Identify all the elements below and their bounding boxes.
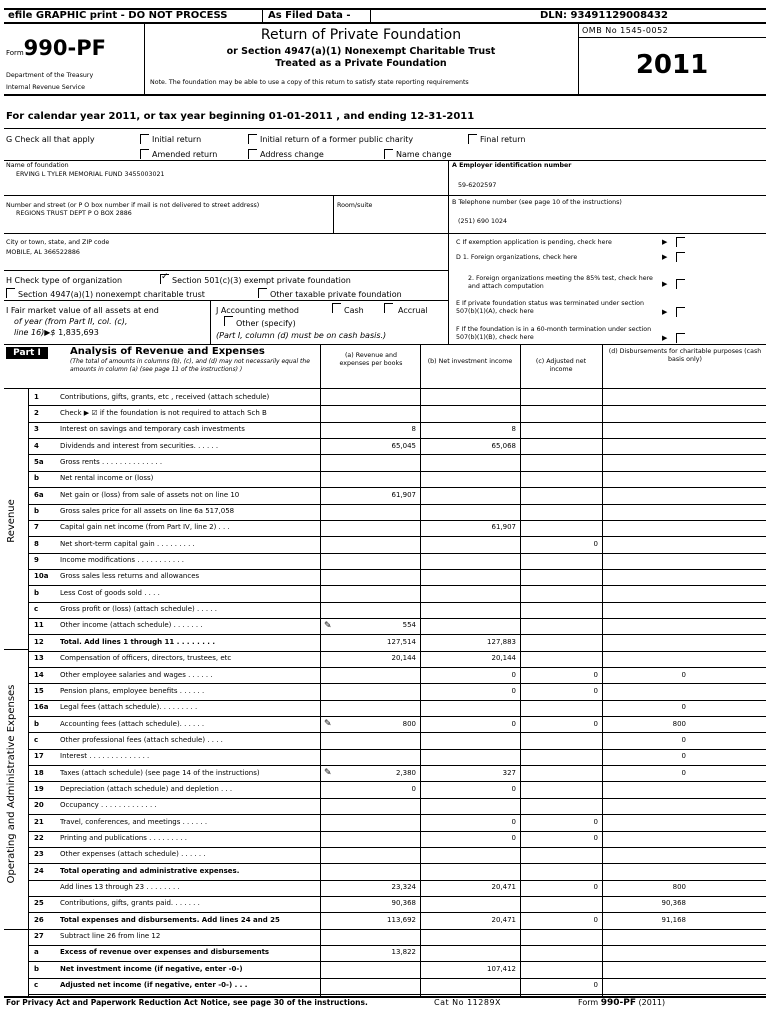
street-value: REGIONS TRUST DEPT P O BOX 2886	[16, 210, 132, 217]
line-description: Printing and publications . . . . . . . . .	[60, 834, 188, 842]
col-d-value[interactable]: 91,168	[661, 915, 686, 924]
initial-former-label: Initial return of a former public charity	[260, 135, 414, 144]
row-divider	[28, 765, 766, 766]
d1-arrow-icon: ▶	[662, 253, 668, 261]
line-number: 14	[34, 670, 44, 679]
name-change-label: Name change	[396, 150, 452, 159]
h-other-checkbox[interactable]	[258, 288, 267, 298]
row-divider	[28, 749, 766, 750]
line-number: b	[34, 474, 40, 483]
row-divider	[28, 471, 766, 472]
line-number: b	[34, 719, 40, 728]
col-d-value[interactable]: 0	[681, 735, 686, 744]
row-divider	[28, 667, 766, 668]
line-description: Compensation of officers, directors, trustees, etc	[60, 654, 232, 663]
line-number: c	[34, 605, 39, 613]
row-divider	[28, 896, 766, 897]
d1-foreign-label: D 1. Foreign organizations, check here	[456, 254, 578, 261]
col-a-value[interactable]: 2,380	[395, 768, 416, 777]
address-change-checkbox[interactable]	[248, 149, 257, 159]
col-c-value[interactable]: 0	[593, 915, 598, 924]
line-number: 3	[34, 425, 39, 434]
row-divider	[28, 863, 766, 864]
col-c-value[interactable]: 0	[593, 686, 598, 695]
line-number: 7	[34, 523, 39, 532]
col-d-value[interactable]: 800	[672, 883, 686, 891]
foundation-name: ERVING L TYLER MEMORIAL FUND 3455003021	[16, 171, 165, 178]
i-fmv-label-2: of year (from Part II, col. (c),	[14, 317, 128, 326]
line-description: Total expenses and disbursements. Add lines 24 and 25	[60, 915, 280, 924]
amended-return-checkbox[interactable]	[140, 149, 149, 159]
row-divider	[28, 504, 766, 505]
line-description: Depreciation (attach schedule) and depletion . . .	[60, 784, 233, 793]
col-b-value[interactable]: 107,412	[487, 964, 516, 973]
form-subtitle-2: Treated as a Private Foundation	[275, 58, 447, 69]
row-divider	[28, 700, 766, 701]
col-b-value[interactable]: 127,883	[487, 637, 516, 646]
col-b-value[interactable]: 20,471	[491, 915, 516, 924]
footer-form-prefix: Form	[578, 998, 599, 1007]
initial-return-label: Initial return	[152, 135, 202, 144]
c-arrow-icon: ▶	[662, 238, 668, 246]
irs-label: Internal Revenue Service	[6, 84, 85, 91]
attachment-icon[interactable]: ✎	[324, 719, 332, 729]
col-b-value[interactable]: 0	[511, 817, 516, 826]
line-number: 25	[34, 899, 44, 908]
col-b-value[interactable]: 0	[511, 834, 516, 842]
col-a-value[interactable]: 13,822	[391, 948, 416, 957]
line-number: b	[34, 507, 40, 515]
city-label: City or town, state, and ZIP code	[6, 239, 110, 246]
line-description: Net short-term capital gain . . . . . . . . .	[60, 539, 195, 548]
c-exemption-label: C If exemption application is pending, check here	[456, 239, 612, 246]
row-divider	[28, 945, 766, 946]
city-value: MOBILE, AL 366522886	[6, 249, 80, 256]
line-description: Gross rents . . . . . . . . . . . . . .	[60, 457, 163, 466]
catalog-number: Cat No 11289X	[434, 998, 502, 1007]
col-a-header: (a) Revenue and expenses per books	[339, 352, 403, 367]
row-divider	[28, 716, 766, 717]
row-divider	[28, 536, 766, 537]
dln-number: DLN: 93491129008432	[540, 10, 668, 21]
col-d-value[interactable]: 0	[681, 670, 686, 679]
line-description: Total operating and administrative expenses.	[60, 866, 240, 875]
i-fmv-label-1: I Fair market value of all assets at end	[6, 306, 159, 315]
omb-number: OMB No 1545-0052	[582, 26, 669, 35]
row-divider	[28, 732, 766, 733]
col-b-value[interactable]: 20,471	[491, 883, 516, 891]
line-description: Excess of revenue over expenses and disbursements	[60, 948, 270, 957]
line-description: Travel, conferences, and meetings . . . . . .	[60, 817, 208, 826]
row-divider	[28, 651, 766, 652]
row-divider	[28, 929, 766, 930]
room-label: Room/suite	[337, 202, 373, 209]
c-exemption-checkbox[interactable]	[676, 237, 685, 247]
row-divider	[28, 422, 766, 423]
col-a-value[interactable]: 113,692	[387, 915, 416, 924]
h-4947-checkbox[interactable]	[6, 288, 15, 298]
line-description: Subtract line 26 from line 12	[60, 932, 161, 941]
line-description: Other employee salaries and wages . . . . . .	[60, 670, 213, 679]
ein-label: A Employer identification number	[452, 162, 572, 169]
line-number: c	[34, 981, 39, 990]
line-number: 12	[34, 637, 44, 646]
line-number: 27	[34, 932, 44, 941]
d2-foreign-checkbox[interactable]	[676, 279, 685, 289]
check-all-label: G Check all that apply	[6, 135, 95, 144]
row-divider	[28, 814, 766, 815]
street-label: Number and street (or P O box number if mail is not delivered to street address)	[6, 202, 260, 209]
h-type-label: H Check type of organization	[6, 276, 123, 285]
line-description: Other expenses (attach schedule) . . . . . .	[60, 850, 206, 859]
row-divider	[28, 553, 766, 554]
line-description: Occupancy . . . . . . . . . . . . .	[60, 801, 157, 810]
line-number: 5a	[34, 457, 44, 466]
col-c-value[interactable]: 0	[593, 539, 598, 548]
col-b-value[interactable]: 65,068	[491, 441, 516, 450]
revenue-side-label: Revenue	[6, 499, 17, 543]
d2-arrow-icon: ▶	[662, 280, 668, 288]
part-i-badge: Part I	[6, 347, 48, 359]
line-description: Net rental income or (loss)	[60, 474, 154, 483]
line-number: 1	[34, 392, 39, 401]
line-description: Contributions, gifts, grants paid. . . . . . .	[60, 899, 200, 908]
h-other-label: Other taxable private foundation	[270, 290, 402, 299]
col-c-header: (c) Adjusted net income	[535, 358, 587, 373]
j-cash-basis-note: (Part I, column (d) must be on cash basis.)	[216, 331, 387, 340]
e-arrow-icon: ▶	[662, 308, 668, 316]
line-description: Other professional fees (attach schedule) . . . .	[60, 735, 223, 744]
line-number: 21	[34, 817, 44, 826]
line-description: Total. Add lines 1 through 11 . . . . . . . .	[60, 637, 216, 646]
line-number: 4	[34, 441, 39, 450]
j-method-label: J Accounting method	[216, 306, 300, 315]
part-i-title: Analysis of Revenue and Expenses	[70, 346, 265, 357]
line-description: Check ▶ ☑ if the foundation is not required to attach Sch B	[60, 408, 267, 417]
row-divider	[28, 961, 766, 962]
row-divider	[28, 618, 766, 619]
line-number: b	[34, 588, 40, 597]
line-number: 8	[34, 539, 39, 548]
tax-year: 2011	[635, 50, 709, 80]
line-number: 22	[34, 834, 44, 842]
line-description: Pension plans, employee benefits . . . . . .	[60, 686, 205, 695]
col-a-value[interactable]: 90,368	[391, 899, 416, 908]
line-number: 17	[34, 752, 44, 761]
row-divider	[28, 847, 766, 848]
col-c-value[interactable]: 0	[593, 883, 598, 891]
line-description: Capital gain net income (from Part IV, line 2) . . .	[60, 523, 230, 532]
line-description: Interest . . . . . . . . . . . . . .	[60, 752, 150, 761]
i-fmv-value: 1,835,693	[58, 328, 99, 337]
part-i-note: (The total of amounts in columns (b), (c), and (d) may not necessarily equal the amounts in column (a) (see page 11 of the instructions) )	[70, 358, 310, 373]
calendar-year-line: For calendar year 2011, or tax year beginning 01-01-2011 , and ending 12-31-2011	[6, 111, 475, 122]
row-divider	[28, 520, 766, 521]
h-501c3-checkmark-icon: ✓	[161, 272, 169, 282]
footer-form-number: 990-PF	[600, 998, 636, 1008]
h-501c3-label: Section 501(c)(3) exempt private foundation	[172, 276, 351, 285]
col-b-value[interactable]: 8	[511, 425, 516, 434]
expenses-side-label: Operating and Administrative Expenses	[6, 684, 17, 884]
footer-form-year: (2011)	[638, 998, 666, 1007]
col-b-value[interactable]: 0	[511, 670, 516, 679]
attachment-icon[interactable]: ✎	[324, 768, 332, 778]
j-accrual-checkbox[interactable]	[384, 303, 393, 313]
line-description: Gross sales price for all assets on line 6a 517,058	[60, 507, 235, 515]
line-number: 13	[34, 654, 44, 663]
row-divider	[28, 487, 766, 488]
line-description: Contributions, gifts, grants, etc , received (attach schedule)	[60, 392, 270, 401]
e-terminated-checkbox[interactable]	[676, 307, 685, 317]
form-title: Return of Private Foundation	[260, 27, 462, 43]
j-cash-label: Cash	[344, 306, 364, 315]
as-filed-banner: As Filed Data -	[268, 10, 351, 21]
f-60month-label: F If the foundation is in a 60-month termination under section 507(b)(1)(B), check here	[456, 326, 652, 341]
row-divider	[28, 912, 766, 913]
line-number: 24	[34, 866, 44, 875]
line-description: Interest on savings and temporary cash investments	[60, 425, 245, 434]
row-divider	[28, 880, 766, 881]
line-description: Income modifications . . . . . . . . . . .	[60, 556, 185, 564]
privacy-notice: For Privacy Act and Paperwork Reduction Act Notice, see page 30 of the instructions.	[6, 998, 368, 1007]
row-divider	[28, 831, 766, 832]
j-other-checkbox[interactable]	[224, 316, 233, 326]
col-c-value[interactable]: 0	[593, 981, 598, 990]
form-prefix: Form	[6, 49, 24, 57]
final-return-checkbox[interactable]	[468, 134, 477, 144]
line-description: Dividends and interest from securities. . . . . .	[60, 441, 219, 450]
row-divider	[28, 978, 766, 979]
line-number: 16a	[34, 703, 49, 712]
f-60month-checkbox[interactable]	[676, 333, 685, 343]
row-divider	[28, 683, 766, 684]
amended-return-label: Amended return	[152, 150, 218, 159]
line-number: 6a	[34, 490, 44, 499]
row-divider	[28, 602, 766, 603]
form-number: 990-PF	[23, 36, 106, 60]
f-arrow-icon: ▶	[662, 334, 668, 342]
line-description: Add lines 13 through 23 . . . . . . . .	[60, 883, 180, 891]
line-number: a	[34, 948, 39, 957]
col-b-value[interactable]: 327	[502, 768, 516, 777]
line-description: Gross profit or (loss) (attach schedule) . . . . .	[60, 605, 218, 613]
line-description: Other income (attach schedule) . . . . . . .	[60, 621, 203, 630]
address-change-label: Address change	[260, 150, 324, 159]
col-c-value[interactable]: 0	[593, 817, 598, 826]
row-divider	[28, 405, 766, 406]
col-d-value[interactable]: 0	[681, 768, 686, 777]
row-divider	[28, 798, 766, 799]
col-c-value[interactable]: 0	[593, 670, 598, 679]
row-divider	[28, 994, 766, 995]
col-a-value[interactable]: 20,144	[391, 654, 416, 663]
line-description: Gross sales less returns and allowances	[60, 572, 200, 581]
col-d-header: (d) Disbursements for charitable purposes (cash basis only)	[608, 348, 762, 363]
col-b-value[interactable]: 61,907	[491, 523, 516, 532]
row-divider	[28, 569, 766, 570]
line-number: 20	[34, 801, 44, 810]
efile-banner: efile GRAPHIC print - DO NOT PROCESS	[8, 10, 228, 21]
line-number: c	[34, 735, 39, 744]
row-divider	[28, 454, 766, 455]
phone-label: B Telephone number (see page 10 of the instructions)	[452, 199, 622, 206]
col-a-value[interactable]: 127,514	[387, 637, 416, 646]
line-description: Legal fees (attach schedule). . . . . . . . .	[60, 703, 198, 712]
line-number: 26	[34, 915, 44, 924]
col-d-value[interactable]: 800	[672, 719, 686, 728]
j-other-label: Other (specify)	[236, 319, 296, 328]
form-note: Note. The foundation may be able to use a copy of this return to satisfy state reporting requirements	[150, 79, 469, 86]
line-number: b	[34, 964, 40, 973]
row-divider	[28, 585, 766, 586]
attachment-icon[interactable]: ✎	[324, 620, 332, 631]
row-divider	[28, 781, 766, 782]
department-treasury: Department of the Treasury	[6, 72, 94, 79]
col-a-value[interactable]: 8	[411, 425, 416, 434]
col-a-value[interactable]: 23,324	[391, 883, 416, 891]
row-divider	[28, 634, 766, 635]
line-description: Taxes (attach schedule) (see page 14 of the instructions)	[60, 768, 260, 777]
j-accrual-label: Accrual	[398, 306, 428, 315]
col-b-header: (b) Net investment income	[427, 358, 513, 365]
phone-value: (251) 690 1024	[458, 218, 507, 225]
e-terminated-label: E If private foundation status was terminated under section 507(b)(1)(A), check here	[456, 300, 644, 315]
line-number: 23	[34, 850, 44, 859]
col-a-value[interactable]: 554	[402, 621, 416, 630]
line-number: 9	[34, 556, 39, 564]
col-a-value[interactable]: 61,907	[391, 490, 416, 499]
d2-foreign-85-label: 2. Foreign organizations meeting the 85% test, check here and attach computation	[468, 275, 653, 290]
i-fmv-label-3: line 16)▶$	[14, 328, 56, 337]
final-return-label: Final return	[480, 135, 526, 144]
col-d-value[interactable]: 0	[681, 703, 686, 712]
initial-return-checkbox[interactable]	[140, 134, 149, 144]
h-4947-label: Section 4947(a)(1) nonexempt charitable trust	[18, 290, 205, 299]
line-number: 19	[34, 784, 44, 793]
col-d-value[interactable]: 0	[681, 752, 686, 761]
col-d-value[interactable]: 90,368	[661, 899, 686, 908]
col-a-value[interactable]: 800	[402, 719, 416, 728]
col-b-value[interactable]: 0	[511, 719, 516, 728]
name-label: Name of foundation	[6, 162, 69, 169]
name-change-checkbox[interactable]	[384, 149, 393, 159]
form-subtitle-1: or Section 4947(a)(1) Nonexempt Charitable Trust	[226, 46, 496, 57]
j-cash-checkbox[interactable]	[332, 303, 341, 313]
d1-foreign-checkbox[interactable]	[676, 252, 685, 262]
col-c-value[interactable]: 0	[593, 719, 598, 728]
line-number: 11	[34, 621, 44, 630]
line-number: 15	[34, 686, 44, 695]
col-c-value[interactable]: 0	[593, 834, 598, 842]
line-description: Net gain or (loss) from sale of assets not on line 10	[60, 490, 240, 499]
col-b-value[interactable]: 0	[511, 686, 516, 695]
line-description: Less Cost of goods sold . . . .	[60, 588, 160, 597]
line-number: 18	[34, 768, 44, 777]
initial-former-checkbox[interactable]	[248, 134, 257, 144]
line-description: Accounting fees (attach schedule). . . . . .	[60, 719, 205, 728]
line-description: Adjusted net income (if negative, enter -0-) . . .	[60, 981, 248, 990]
col-a-value[interactable]: 65,045	[391, 441, 416, 450]
col-b-value[interactable]: 20,144	[491, 654, 516, 663]
col-a-value[interactable]: 0	[411, 784, 416, 793]
line-number: 10a	[34, 572, 49, 581]
line-number: 2	[34, 408, 39, 417]
row-divider	[28, 438, 766, 439]
col-b-value[interactable]: 0	[511, 784, 516, 793]
ein-value: 59-6202597	[458, 182, 497, 189]
line-description: Net investment income (if negative, enter -0-)	[60, 964, 243, 973]
